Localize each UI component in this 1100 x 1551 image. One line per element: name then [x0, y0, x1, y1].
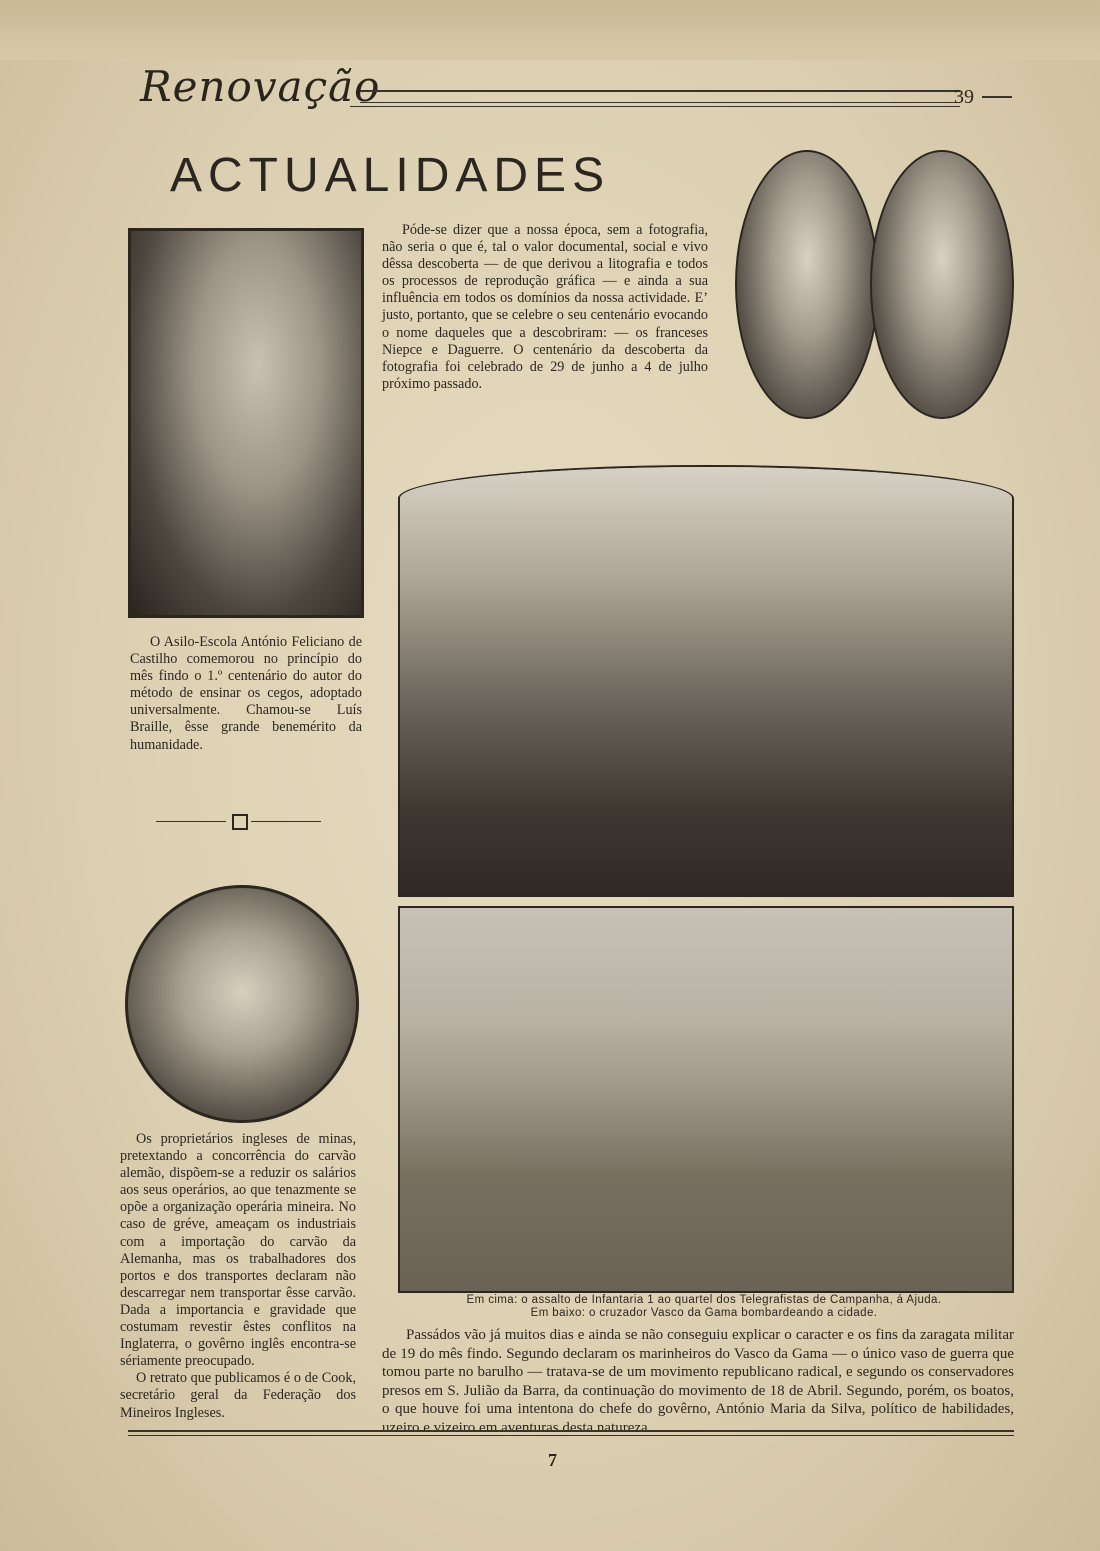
harbour-image	[400, 908, 1012, 1291]
masthead-rule	[360, 90, 960, 103]
masthead-rule-thin	[350, 106, 960, 107]
page-top-edge	[0, 0, 1100, 60]
braille-bust-image	[131, 231, 361, 615]
mines-paragraph-1: Os proprietários ingleses de minas, pretextando a concorrência do carvão alemão, dispõem-se a reduzir os salários aos seus operários, ao que tenazmente se opõe a organização operária mineira. No caso de gréve, ameaçam os industriais com a importação do carvão da Alemanha, mas os trabalhadores dos portos e dos transportes declaram não descarregar nem transportar êsse carvão. Dada a importancia e gravidade que costumam revestir êstes conflitos na Inglaterra, o govêrno inglês encontra-se sériamente preocupado.	[120, 1131, 356, 1370]
masthead-logo: Renovação	[140, 62, 381, 111]
braille-article	[130, 634, 362, 754]
caption-line-1: Em cima: o assalto de Infantaria 1 ao quartel dos Telegrafistas de Campanha, á Ajuda.	[466, 1294, 942, 1306]
page-number-bottom: 7	[548, 1450, 557, 1470]
masthead	[140, 62, 1020, 122]
cook-portrait-photo	[125, 885, 359, 1123]
page-number-top: 39	[954, 86, 974, 108]
vasco-da-gama-photo	[398, 906, 1014, 1293]
ornament-line-left	[156, 821, 226, 822]
mines-paragraph-2: O retrato que publicamos é o de Cook, secretário geral da Federação dos Mineiros Ingleses.	[120, 1370, 356, 1421]
photography-article	[382, 222, 708, 393]
crowd-image	[400, 467, 1012, 895]
section-title: ACTUALIDADES	[170, 149, 611, 202]
portrait-oval-right	[870, 150, 1014, 419]
mines-article	[120, 1131, 356, 1422]
footer-rule-thin	[128, 1435, 1014, 1436]
braille-text: O Asilo-Escola António Feliciano de Castilho comemorou no princípio do mês findo o 1.º centenário do autor do método de ensinar os cegos, adoptado universalmente. Chamou-se Luís Braille, êsse grande benemérito da humanidade.	[130, 634, 362, 753]
naval-text: Passádos vão já muitos dias e ainda se não conseguiu explicar o caracter e os fins da zaragata militar de 19 do mês findo. Segundo declaram os marinheiros do Vasco da Gama — o único vaso de guerra que tomou parte no barulho — tratava-se de um movimento republicano radical, e segundo os conservadores presos em S. Julião da Barra, da continuação do movimento de 18 de Abril. Segundo, porém, os boatos, o que houve foi uma intentona do chefe do govêrno, António Maria da Silva, político de habilidades, uzeiro e vizeiro em aventuras desta natureza.	[382, 1327, 1014, 1436]
photo-caption	[394, 1294, 1014, 1320]
portrait-oval-left	[735, 150, 879, 419]
barracks-assault-photo	[398, 465, 1014, 897]
ornament-line-right	[251, 821, 321, 822]
masthead-rule-right	[982, 96, 1012, 98]
naval-article	[382, 1326, 1014, 1437]
divider-ornament	[156, 814, 321, 830]
caption-line-2: Em baixo: o cruzador Vasco da Gama bombardeando a cidade.	[530, 1307, 878, 1319]
braille-bust-photo	[128, 228, 364, 618]
footer-rule	[128, 1430, 1014, 1432]
photography-text: Póde-se dizer que a nossa época, sem a fotografia, não seria o que é, tal o valor documental, social e vivo dêssa descoberta — de que derivou a litografia e todos os processos de reprodução gráfica — e ainda a sua influência em todos os domínios da nossa actividade. E’ justo, portanto, que se celebre o seu centenário evocando o nome daqueles que a descobriram: — os franceses Niepce e Daguerre. O centenário da descoberta da fotografia foi celebrado de 29 de junho a 4 de julho próximo passado.	[382, 222, 708, 392]
niepce-daguerre-portraits	[735, 145, 1015, 420]
ornament-box	[232, 814, 248, 830]
